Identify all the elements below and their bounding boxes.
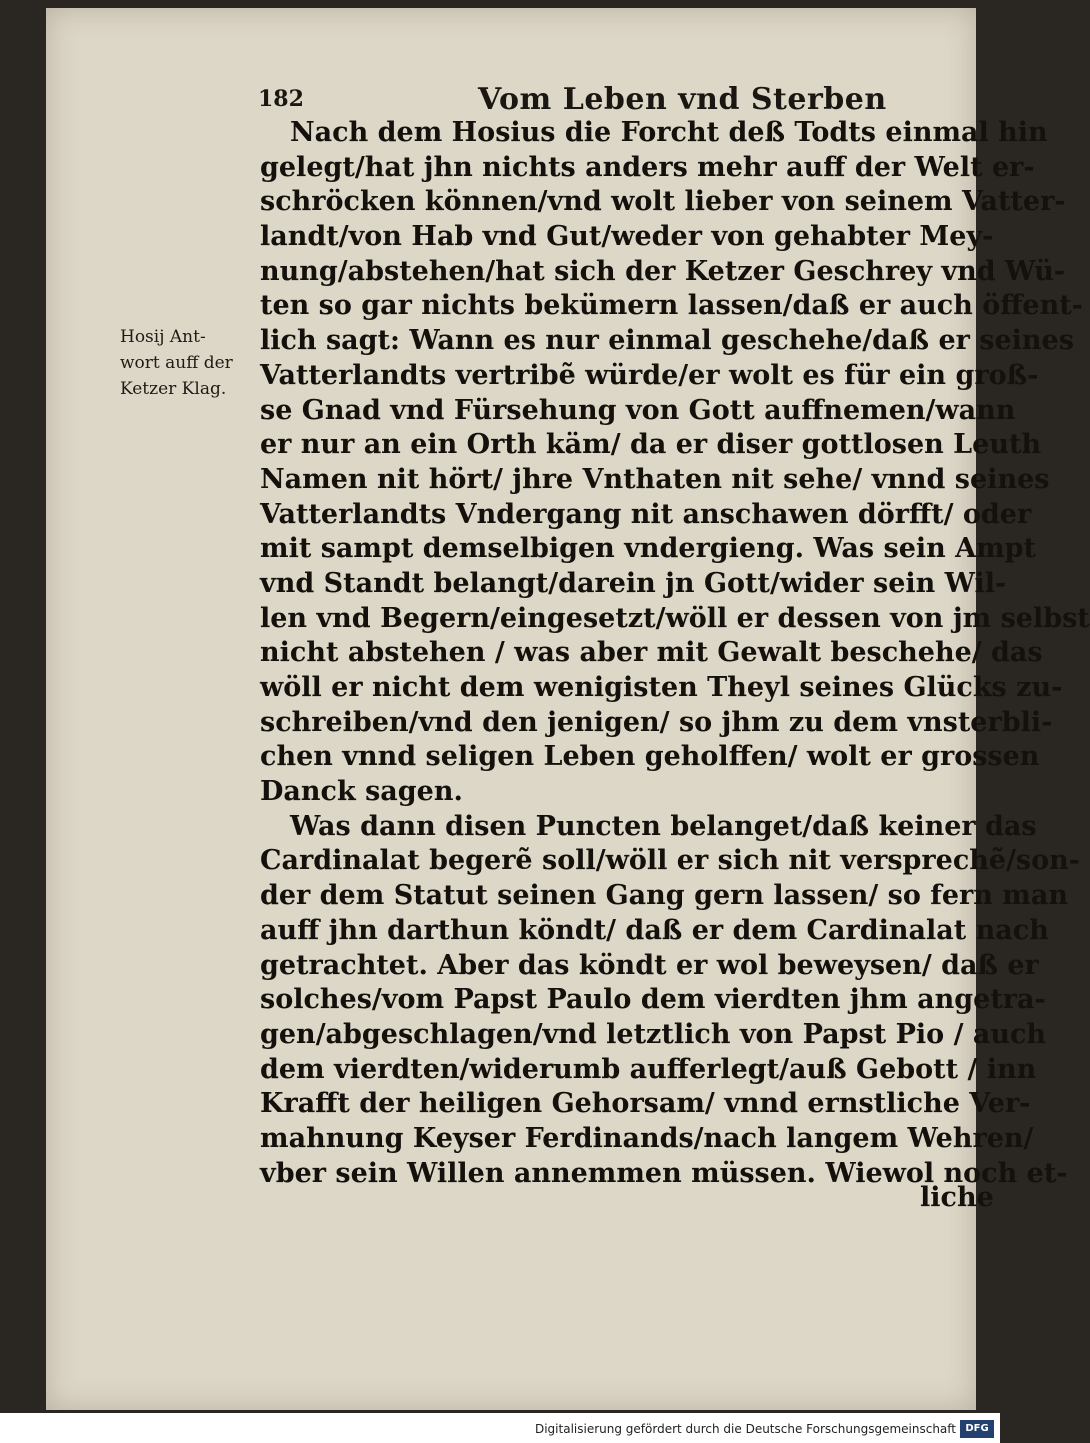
text-line: gelegt/hat jhn nichts anders mehr auff der Welt er- [260,151,1035,183]
text-line: len vnd Begern/eingesetzt/wöll er dessen von jm selbst [260,602,1090,634]
footer-bar [0,1413,1000,1443]
text-line: Danck sagen. [260,776,463,808]
text-line: solches/vom Papst Paulo dem vierdten jhm angetra- [260,984,1046,1016]
text-line: Vatterlandts vertribẽ würde/er wolt es für ein groß- [260,359,1039,391]
marginal-note [120,324,260,402]
text-line: lich sagt: Wann es nur einmal geschehe/daß er seines [260,325,1074,357]
text-line: ten so gar nichts bekümern lassen/daß er auch öffent- [260,290,1083,322]
text-line: vnd Standt belangt/darein jn Gott/wider sein Wil- [260,567,1007,599]
text-line: mit sampt demselbigen vndergieng. Was sein Ampt [260,533,1037,565]
text-line: se Gnad vnd Fürsehung von Gott auffnemen/wann [260,394,1016,426]
text-line: Nach dem Hosius die Forcht deß Todts einmal hin [290,117,1048,148]
text-line: getrachtet. Aber das köndt er wol beweysen/ daß er [260,949,1039,981]
marginal-note-line: wort auff der [120,353,233,373]
text-line: nung/abstehen/hat sich der Ketzer Geschrey vnd Wü- [260,255,1066,287]
text-line: Krafft der heiligen Gehorsam/ vnnd ernstliche Ver- [260,1088,1031,1120]
text-line: Namen nit hört/ jhre Vnthaten nit sehe/ vnnd seines [260,463,1050,495]
text-line: Was dann disen Puncten belanget/daß keiner das [290,810,1037,842]
text-line: der dem Statut seinen Gang gern lassen/ so fern man [260,880,1068,912]
catchword: liche [920,1182,994,1213]
text-line: schreiben/vnd den jenigen/ so jhm zu dem vnsterbli- [260,706,1053,738]
running-title: Vom Leben vnd Sterben [478,82,887,117]
footer-credit: Digitalisierung gefördert durch die Deutsche Forschungsgemeinschaft [534,1422,956,1436]
page-number: 182 [258,86,304,112]
page-header [46,78,976,118]
text-line: Vatterlandts Vndergang nit anschawen dörfft/ oder [260,498,1032,530]
text-line: wöll er nicht dem wenigisten Theyl seines Glücks zu- [260,672,1063,703]
text-line: er nur an ein Orth käm/ da er diser gottlosen Leuth [260,429,1042,461]
dfg-logo-icon: DFG [960,1420,994,1438]
text-line: schröcken können/vnd wolt lieber von seinem Vatter- [260,186,1066,218]
marginal-note-line: Hosij Ant- [120,327,206,347]
text-line: mahnung Keyser Ferdinands/nach langem Wehren/ [260,1122,1034,1154]
text-line: chen vnnd seligen Leben geholffen/ wolt er grossen [260,741,1040,773]
text-line: auff jhn darthun köndt/ daß er dem Cardinalat nach [260,914,1049,946]
text-line: dem vierdten/widerumb aufferlegt/auß Gebott / inn [260,1053,1037,1085]
marginal-note-line: Ketzer Klag. [120,379,227,399]
text-line: gen/abgeschlagen/vnd letztlich von Papst Pio / auch [260,1018,1047,1050]
book-page [46,8,1090,1410]
text-line: nicht abstehen / was aber mit Gewalt beschehe/ das [260,637,1043,669]
text-line: landt/von Hab vnd Gut/weder von gehabter Mey- [260,221,994,253]
body-text [260,116,1090,1191]
text-line: vber sein Willen annemmen müssen. Wiewol noch et- [260,1157,1068,1189]
text-line: Cardinalat begerẽ soll/wöll er sich nit versprechẽ/son- [260,845,1080,877]
